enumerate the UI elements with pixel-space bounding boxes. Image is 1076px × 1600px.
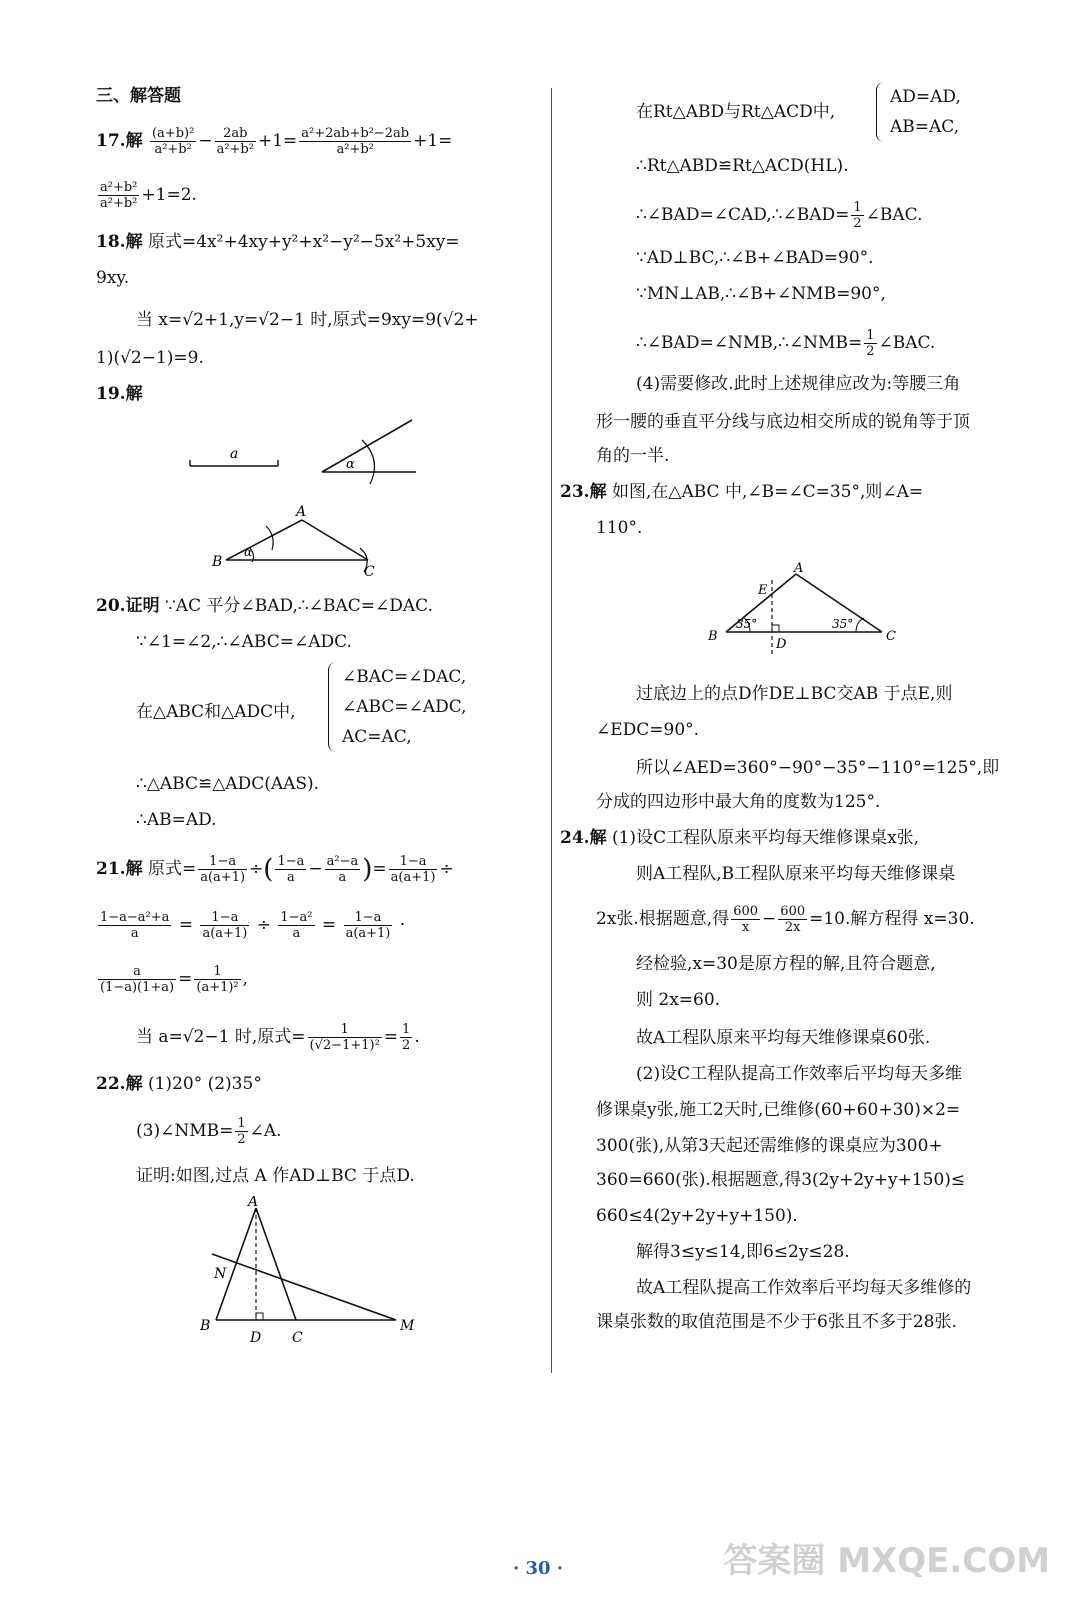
- q24-line2: 则A工程队,B工程队原来平均每天维修课桌: [636, 864, 956, 884]
- svg-text:M: M: [400, 1318, 415, 1334]
- q24-line9: 300(张),从第3天起还需维修的课桌应为300+: [596, 1136, 943, 1156]
- q22-line3: 证明:如图,过点 A 作AD⊥BC 于点D.: [136, 1166, 415, 1186]
- svg-text:B: B: [212, 554, 223, 570]
- svg-text:α: α: [244, 545, 253, 559]
- svg-text:D: D: [250, 1330, 262, 1346]
- q24-line1: 24.解 (1)设C工程队原来平均每天维修课桌x张,: [560, 828, 920, 848]
- q21-line4: 当 a=√2−1 时,原式= $\frac{1}{\text{(√2−1+1)²}}$ = $\frac{1}{2}$ .: [136, 1022, 420, 1053]
- r-line8: 形一腰的垂直平分线与底边相交所成的锐角等于顶: [596, 412, 970, 432]
- r-line2: ∴Rt△ABD≌Rt△ACD(HL).: [636, 156, 849, 176]
- q17-line2: $\frac{\text{a²+b²}}{\text{a²+b²}}$ +1=2.: [100, 180, 197, 211]
- q20-line1: 20.证明 ∵AC 平分∠BAD,∴∠BAC=∠DAC.: [96, 596, 433, 616]
- svg-text:α: α: [346, 457, 355, 472]
- q20-line5: ∴AB=AD.: [136, 810, 217, 830]
- q23-line2: 110°.: [596, 518, 643, 538]
- r-line3: ∴∠BAD=∠CAD,∴∠BAD= $\frac{1}{2}$ ∠BAC.: [636, 200, 923, 231]
- q18-line3: 当 x=√2+1,y=√2−1 时,原式=9xy=9(√2+: [136, 310, 479, 330]
- section-title: 三、解答题: [96, 86, 181, 106]
- q23-line4: ∠EDC=90°.: [596, 720, 700, 740]
- svg-text:A: A: [794, 561, 804, 576]
- q17-line1: 17.解 $\frac{\text{(a+b)²}}{\text{a²+b²}}$ − $\frac{2ab}{\text{a²+b²}}$ +1= $\frac{\text{a²+2ab+b²−2ab}}{\text{a²+b²}}$ +1=: [96, 126, 453, 157]
- q24-line6: 故A工程队原来平均每天维修课桌60张.: [636, 1028, 931, 1048]
- q23-line6: 分成的四边形中最大角的度数为125°.: [596, 792, 881, 812]
- q24-line11: 660≤4(2y+2y+y+150).: [596, 1206, 798, 1226]
- svg-text:a: a: [230, 446, 239, 462]
- q24-line7: (2)设C工程队提高工作效率后平均每天多维: [636, 1064, 963, 1084]
- svg-text:B: B: [200, 1318, 211, 1334]
- q24-line12: 解得3≤y≤14,即6≤2y≤28.: [636, 1242, 850, 1262]
- q21-line1: 21.解 原式= $\frac{1-a}{a(a+1)}$ ÷( $\frac{1-a}{a}$ − $\frac{\text{a²−a}}{a}$ )= $\frac{1-a}{a(a+1)}$ ÷: [96, 854, 454, 885]
- q23-line1: 23.解 如图,在△ABC 中,∠B=∠C=35°,则∠A=: [560, 482, 924, 502]
- q19-construction-figure: [186, 416, 526, 586]
- q24-line8: 修课桌y张,施工2天时,已维修(60+60+30)×2=: [596, 1100, 961, 1120]
- r-brace-system: AD=AD, AB=AC,: [890, 82, 961, 142]
- q20-brace-system: ∠BAC=∠DAC, ∠ABC=∠ADC, AC=AC,: [342, 662, 467, 752]
- r-line4: ∵AD⊥BC,∴∠B+∠BAD=90°.: [636, 248, 874, 268]
- q18-line1: 18.解 原式=4x²+4xy+y²+x²−y²−5x²+5xy=: [96, 232, 460, 252]
- q22-line1: 22.解 (1)20° (2)35°: [96, 1074, 262, 1094]
- q23-triangle-figure: [706, 560, 926, 660]
- svg-text:35°: 35°: [736, 617, 758, 631]
- r-line5: ∵MN⊥AB,∴∠B+∠NMB=90°,: [636, 284, 886, 304]
- svg-text:A: A: [248, 1196, 259, 1210]
- q24-line13: 故A工程队提高工作效率后平均每天多维修的: [636, 1278, 972, 1298]
- q23-line3: 过底边上的点D作DE⊥BC交AB 于点E,则: [636, 684, 953, 704]
- svg-text:C: C: [364, 564, 375, 580]
- watermark-logo: 答案圈 MXQE.COM: [723, 1541, 1050, 1581]
- svg-text:E: E: [758, 583, 768, 598]
- q24-line5: 则 2x=60.: [636, 990, 721, 1010]
- svg-text:A: A: [296, 504, 307, 520]
- q22-line2: (3)∠NMB= $\frac{1}{2}$ ∠A.: [136, 1116, 282, 1147]
- q20-line4: ∴△ABC≌△ADC(AAS).: [136, 774, 320, 794]
- q23-line5: 所以∠AED=360°−90°−35°−110°=125°,即: [636, 758, 1000, 778]
- q21-line3: $\frac{a}{(1-a)(1+a)}$ = $\frac{1}{\text{(a+1)²}}$ ,: [100, 964, 249, 995]
- r-line1: 在Rt△ABD与Rt△ACD中,: [636, 102, 836, 122]
- r-line6: ∴∠BAD=∠NMB,∴∠NMB= $\frac{1}{2}$ ∠BAC.: [636, 328, 936, 359]
- q24-line4: 经检验,x=30是原方程的解,且符合题意,: [636, 954, 936, 974]
- svg-text:B: B: [708, 629, 718, 644]
- column-divider: [551, 88, 552, 1373]
- r-line9: 角的一半.: [596, 446, 670, 466]
- q21-line2: $\frac{\text{1−a−a²+a}}{a}$ = $\frac{1-a}{a(a+1)}$ ÷ $\frac{\text{1−a²}}{a}$ = $\frac{1-a}{a(a+1)}$ ·: [100, 910, 406, 941]
- q18-line4: 1)(√2−1)=9.: [96, 348, 204, 368]
- q24-line3: 2x张.根据题意,得 $\frac{600}{x}$ − $\frac{600}{2x}$ =10.解方程得 x=30.: [596, 904, 975, 935]
- q24-line10: 360=660(张).根据题意,得3(2y+2y+y+150)≤: [596, 1170, 966, 1190]
- svg-text:C: C: [886, 629, 896, 644]
- q20-line2: ∵∠1=∠2,∴∠ABC=∠ADC.: [136, 632, 352, 652]
- q19-line1: 19.解: [96, 384, 143, 404]
- q18-line2: 9xy.: [96, 268, 130, 288]
- svg-text:D: D: [776, 637, 787, 652]
- q20-line3: 在△ABC和△ADC中,: [136, 702, 296, 722]
- svg-text:N: N: [214, 1266, 227, 1282]
- page-number: · 30 ·: [512, 1558, 564, 1579]
- r-line7: (4)需要修改.此时上述规律应改为:等腰三角: [636, 374, 961, 394]
- q24-line14: 课桌张数的取值范围是不少于6张且不多于28张.: [596, 1312, 957, 1332]
- svg-text:C: C: [292, 1330, 303, 1346]
- q22-triangle-figure: [196, 1196, 526, 1346]
- svg-text:35°: 35°: [832, 617, 854, 631]
